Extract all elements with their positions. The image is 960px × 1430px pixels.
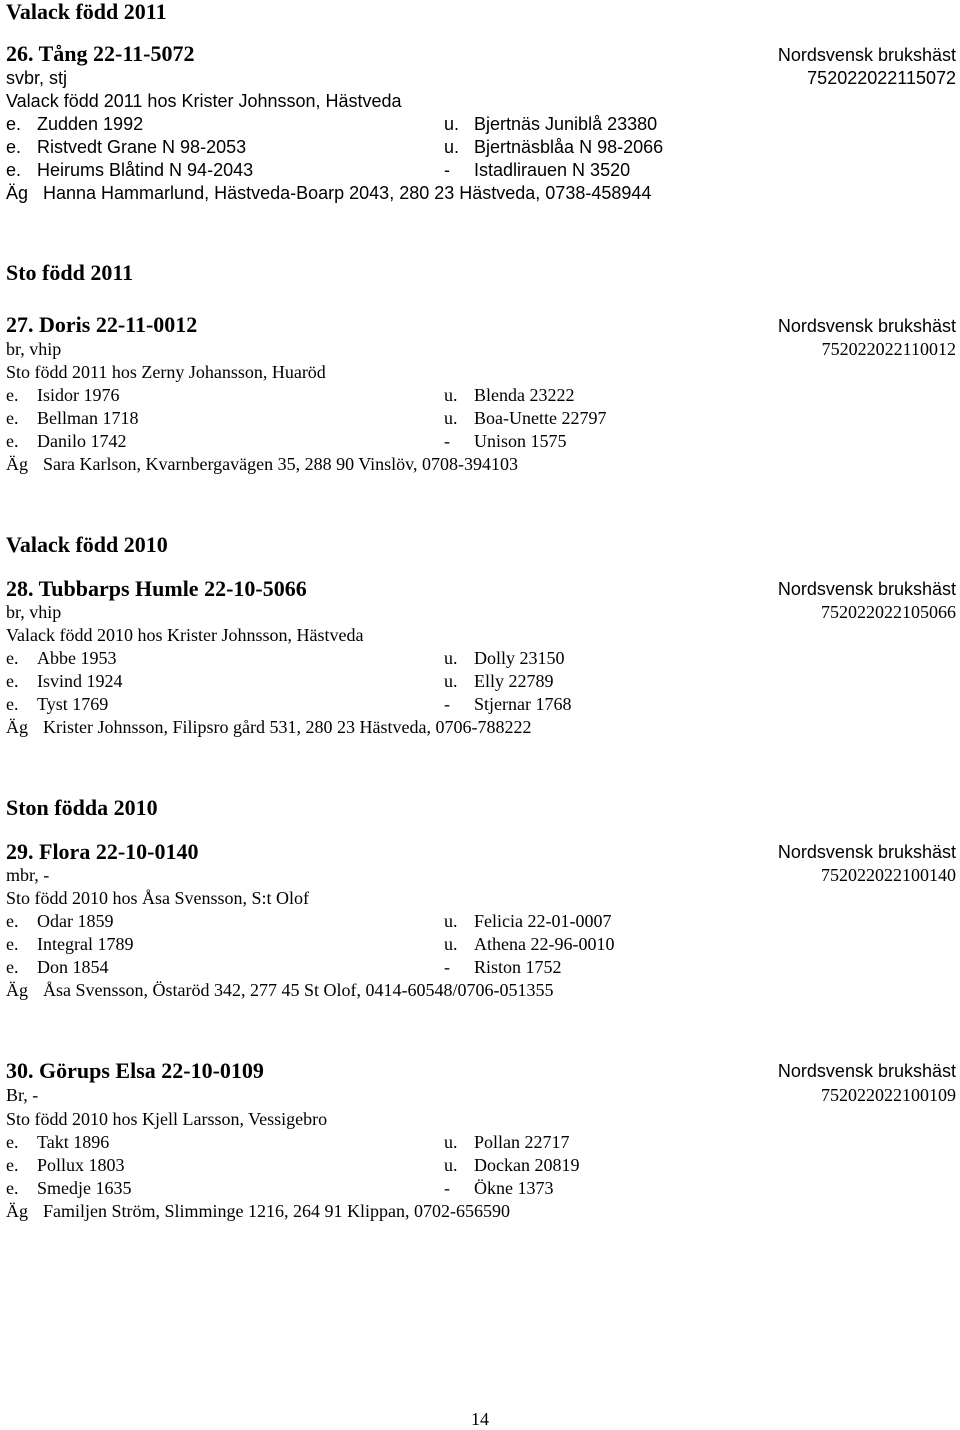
origin-line: Valack född 2011 hos Krister Johnsson, Hästveda xyxy=(6,91,402,111)
registration-number: 752022022115072 xyxy=(807,68,956,88)
origin-line: Sto född 2011 hos Zerny Johansson, Huaröd xyxy=(6,362,326,382)
color-marking: br, vhip xyxy=(6,339,62,359)
color-marking: svbr, stj xyxy=(6,68,68,88)
breed-label: Nordsvensk brukshäst xyxy=(777,1061,956,1081)
color-marking: mbr, - xyxy=(6,865,50,885)
entry-title: 27. Doris 22-11-0012 xyxy=(6,312,198,337)
breed-label: Nordsvensk brukshäst xyxy=(777,45,956,65)
origin-line: Valack född 2010 hos Krister Johnsson, Hästveda xyxy=(6,625,364,645)
entry-title: 28. Tubbarps Humle 22-10-5066 xyxy=(6,576,307,601)
color-marking: br, vhip xyxy=(6,602,62,622)
registration-number: 752022022100140 xyxy=(821,865,956,885)
section-heading: Ston födda 2010 xyxy=(6,795,158,820)
section-heading: Valack född 2011 xyxy=(6,0,167,24)
section-heading: Sto född 2011 xyxy=(6,260,134,285)
breed-label: Nordsvensk brukshäst xyxy=(777,316,956,336)
breed-label: Nordsvensk brukshäst xyxy=(777,579,956,599)
registration-number: 752022022100109 xyxy=(821,1085,956,1105)
entry-title: 26. Tång 22-11-5072 xyxy=(6,41,195,66)
entry-title: 29. Flora 22-10-0140 xyxy=(6,839,199,864)
color-marking: Br, - xyxy=(6,1085,39,1105)
origin-line: Sto född 2010 hos Kjell Larsson, Vessigebro xyxy=(6,1109,328,1129)
entry-title: 30. Görups Elsa 22-10-0109 xyxy=(6,1058,264,1083)
section-heading: Valack född 2010 xyxy=(6,532,168,557)
registration-number: 752022022105066 xyxy=(821,602,956,622)
origin-line: Sto född 2010 hos Åsa Svensson, S:t Olof xyxy=(6,888,310,908)
breed-label: Nordsvensk brukshäst xyxy=(777,842,956,862)
page-number: 14 xyxy=(471,1409,489,1429)
registration-number: 752022022110012 xyxy=(821,339,956,359)
